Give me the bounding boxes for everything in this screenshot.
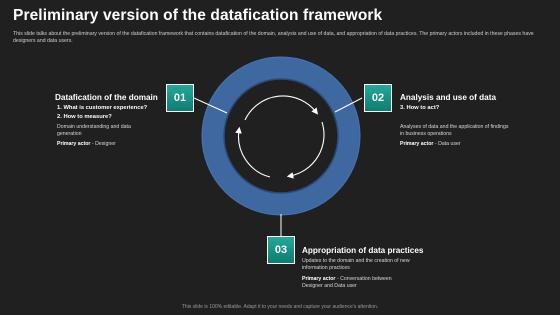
step-02-questions [400,104,439,113]
step-01-heading: Datafication of the domain [55,93,158,102]
step-03-actor [302,276,400,290]
step-03-badge: 03 [267,236,295,264]
step-01-question-1: 1. What is customer experience? [57,105,148,111]
step-02-actor [400,141,461,148]
step-01-actor [57,141,116,148]
footer-note: This slide is 100% editable. Adapt it to your needs and capture your audience's attention. [181,304,379,310]
cycle-ring [213,68,349,204]
step-02-actor-label: Primary actor [400,141,434,147]
step-02-badge: 02 [364,84,392,112]
step-01-badge: 01 [166,84,194,112]
page-title: Preliminary version of the datafication framework [13,7,383,24]
step-03-actor-value: - Conversation between Designer and Data user [302,276,392,289]
step-02-description: Analyses of data and the application of findings in business operations [400,124,509,137]
step-01-description: Domain understanding and data generation [57,124,131,137]
step-02-question-1: 3. How to act? [400,105,440,111]
cycle-arrow-left [239,130,270,177]
cycle-arrow-top [245,96,316,120]
step-03-actor-label: Primary actor [302,276,336,282]
cycle-arrow-right [290,122,324,176]
step-03-description: Updates to the domain and the creation of new information practices [302,258,410,271]
step-03-heading: Appropriation of data practices [302,246,424,255]
step-01-question-2: 2. How to measure? [57,113,112,120]
step-01-actor-value: - Designer [91,141,116,147]
step-01-actor-label: Primary actor [57,141,91,147]
step-02-heading: Analysis and use of data [400,93,497,102]
page-subtitle: This slide talks about the preliminary version of the datafication framework that contains datafication of the domain, analysis and use of data, and appropriation of data practices. The primary actors included in these phases have designers and data users. [13,31,534,44]
step-01-questions [57,104,147,121]
step-02-actor-value: - Data user [434,141,461,147]
